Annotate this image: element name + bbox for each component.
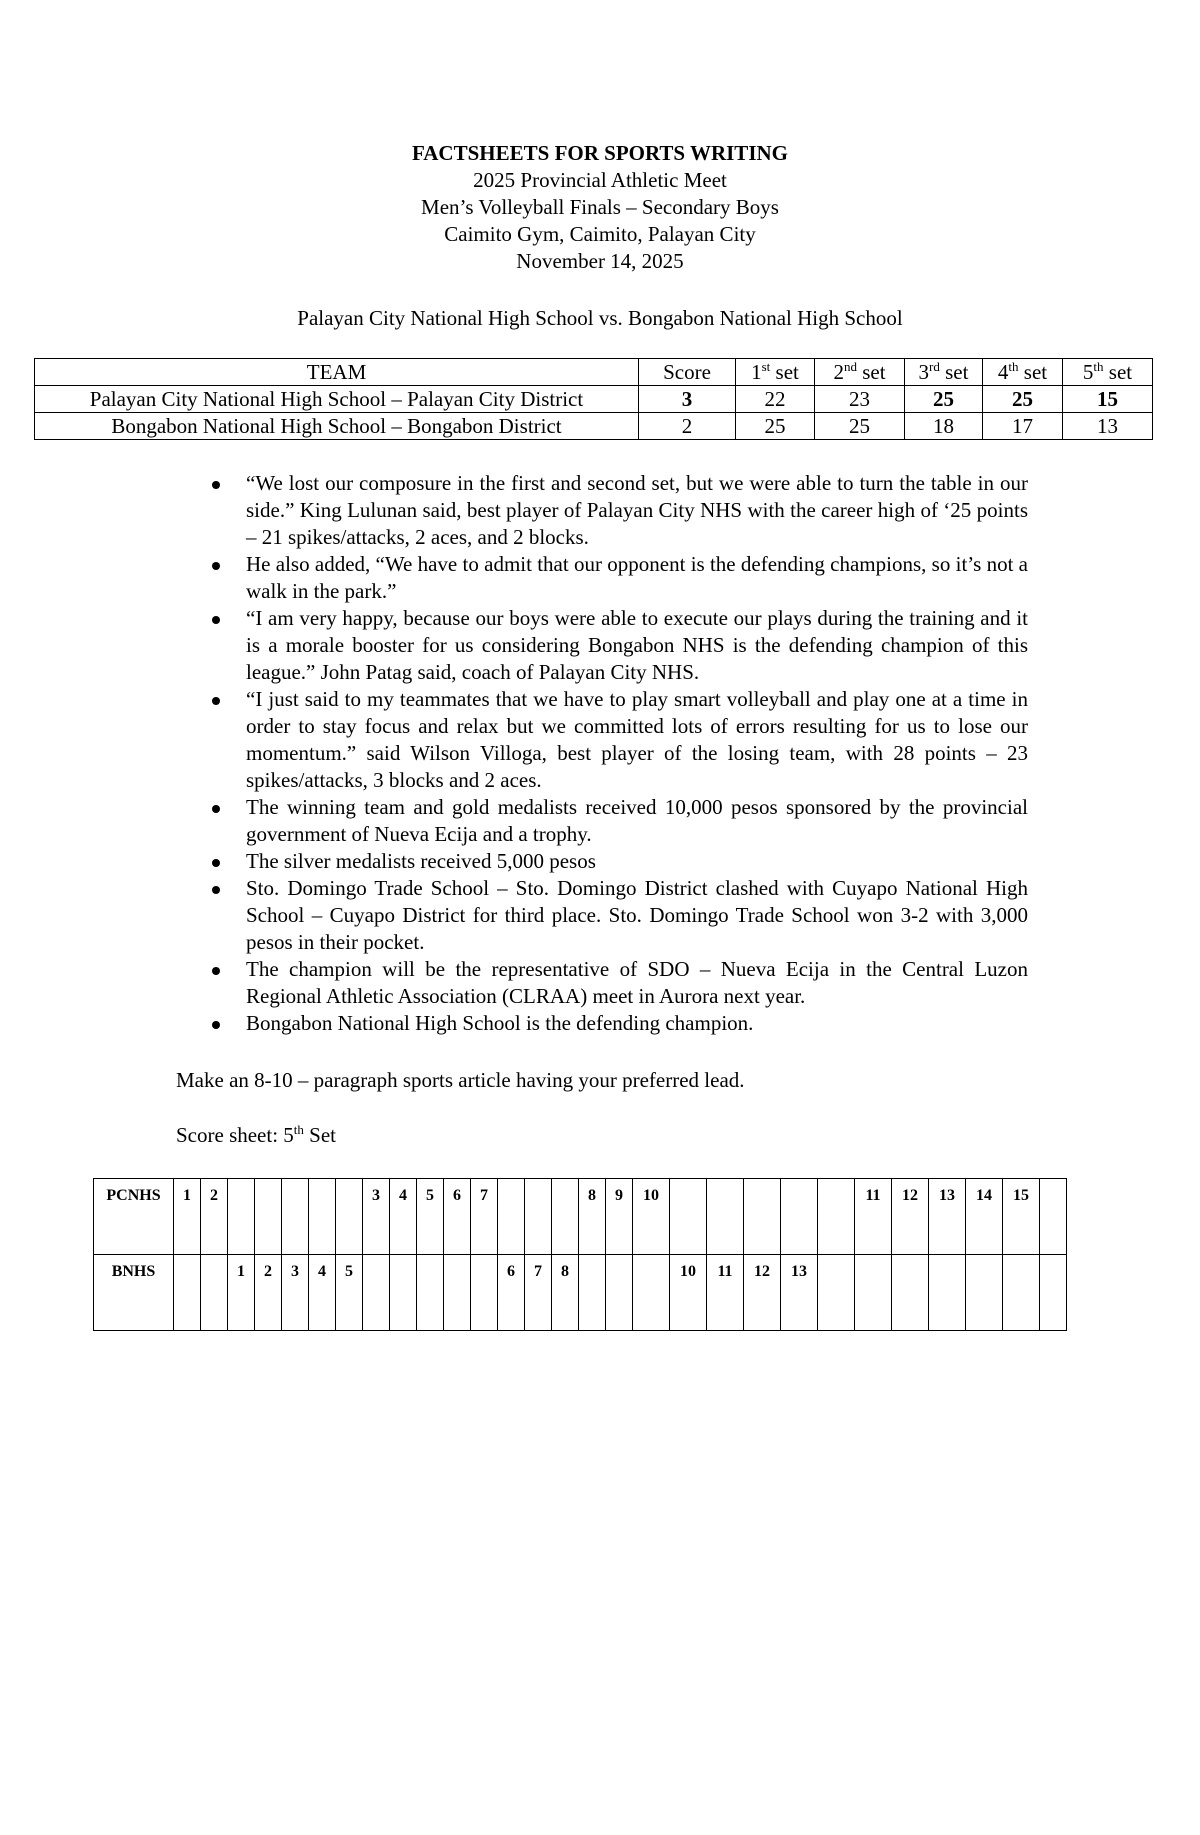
list-item: The champion will be the representative of SDO – Nueva Ecija in the Central Luzon Regional Athletic Association (CLRAA) meet in Aurora next year. — [212, 956, 1028, 1010]
bullet-icon — [212, 886, 220, 894]
bullet-icon — [212, 616, 220, 624]
scoresheet-cell — [255, 1179, 282, 1255]
set-score: 25 — [983, 386, 1063, 413]
scoresheet-cell — [781, 1179, 818, 1255]
scoresheet-cell: 12 — [744, 1255, 781, 1331]
set-score: 17 — [983, 413, 1063, 440]
scoresheet-cell: 8 — [579, 1179, 606, 1255]
scoresheet-cell — [309, 1179, 336, 1255]
bullet-icon — [212, 481, 220, 489]
bullet-icon — [212, 859, 220, 867]
list-item: Bongabon National High School is the defending champion. — [212, 1010, 1028, 1037]
event-name: 2025 Provincial Athletic Meet — [473, 168, 727, 192]
scoresheet-cell: 11 — [707, 1255, 744, 1331]
scoresheet-cell — [1040, 1179, 1067, 1255]
scoresheet-cell: 13 — [929, 1179, 966, 1255]
event-category: Men’s Volleyball Finals – Secondary Boys — [421, 195, 779, 219]
list-item: “I am very happy, because our boys were able to execute our plays during the training and it is a morale booster for us considering Bongabon NHS is the defending champion of this league.” John Patag said, coach of Palayan City NHS. — [212, 605, 1028, 686]
factsheet-header — [0, 140, 1200, 275]
scoresheet-cell: 7 — [525, 1255, 552, 1331]
scoresheet-team-label: PCNHS — [94, 1179, 174, 1255]
scoresheet-cell — [363, 1255, 390, 1331]
results-table — [34, 358, 1153, 440]
results-row-bongabon — [35, 413, 1153, 440]
team-name: Palayan City National High School – Palayan City District — [35, 386, 639, 413]
scoresheet-cell — [818, 1179, 855, 1255]
set-score: 25 — [905, 386, 983, 413]
team-column-header: TEAM — [35, 359, 639, 386]
scoresheet-cell — [282, 1179, 309, 1255]
scoresheet-cell — [966, 1255, 1003, 1331]
scoresheet-cell: 4 — [390, 1179, 417, 1255]
scoresheet-cell: 1 — [228, 1255, 255, 1331]
scoresheet-cell — [579, 1255, 606, 1331]
set-4-header: 4th set — [983, 359, 1063, 386]
set-3-header: 3rd set — [905, 359, 983, 386]
set-1-header: 1st set — [736, 359, 815, 386]
scoresheet-cell — [471, 1255, 498, 1331]
scoresheet-cell: 15 — [1003, 1179, 1040, 1255]
matchup-line: Palayan City National High School vs. Bongabon National High School — [297, 306, 903, 330]
scoresheet-cell: 6 — [498, 1255, 525, 1331]
scoresheet-cell — [892, 1255, 929, 1331]
scoresheet-cell — [818, 1255, 855, 1331]
scoresheet-cell: 10 — [670, 1255, 707, 1331]
event-venue: Caimito Gym, Caimito, Palayan City — [444, 222, 756, 246]
results-row-palayan — [35, 386, 1153, 413]
set-score: 25 — [736, 413, 815, 440]
match-score: 3 — [639, 386, 736, 413]
scoresheet-cell: 10 — [633, 1179, 670, 1255]
scoresheet-cell: 5 — [336, 1255, 363, 1331]
scoresheet-cell — [444, 1255, 471, 1331]
team-name: Bongabon National High School – Bongabon District — [35, 413, 639, 440]
bullet-icon — [212, 805, 220, 813]
list-item: The winning team and gold medalists received 10,000 pesos sponsored by the provincial government of Nueva Ecija and a trophy. — [212, 794, 1028, 848]
scoresheet-cell — [525, 1179, 552, 1255]
scoresheet-cell — [336, 1179, 363, 1255]
set-score: 15 — [1063, 386, 1153, 413]
scoresheet-cell: 12 — [892, 1179, 929, 1255]
scoresheet-cell: 7 — [471, 1179, 498, 1255]
list-item: “I just said to my teammates that we have to play smart volleyball and play one at a time in order to stay focus and relax but we committed lots of errors resulting for us to lose our momentum.” said Wilson Villoga, best player of the losing team, with 28 points – 23 spikes/attacks, 3 blocks and 2 aces. — [212, 686, 1028, 794]
bullet-icon — [212, 562, 220, 570]
set-score: 18 — [905, 413, 983, 440]
set-score: 25 — [815, 413, 905, 440]
list-item: “We lost our composure in the first and second set, but we were able to turn the table in our side.” King Lulunan said, best player of Palayan City NHS with the career high of ‘25 points – 21 spikes/attacks, 2 aces, and 2 blocks. — [212, 470, 1028, 551]
scoresheet-cell — [1003, 1255, 1040, 1331]
scoresheet-cell — [855, 1255, 892, 1331]
scoresheet-cell: 1 — [174, 1179, 201, 1255]
set-score: 22 — [736, 386, 815, 413]
scoresheet-cell: 4 — [309, 1255, 336, 1331]
scoresheet-cell: 13 — [781, 1255, 818, 1331]
scoresheet-cell — [633, 1255, 670, 1331]
bullet-icon — [212, 967, 220, 975]
scoresheet-cell — [707, 1179, 744, 1255]
scoresheet-cell: 14 — [966, 1179, 1003, 1255]
results-header-row — [35, 359, 1153, 386]
scoresheet-cell — [744, 1179, 781, 1255]
scoresheet-cell: 5 — [417, 1179, 444, 1255]
set-score: 23 — [815, 386, 905, 413]
list-item: Sto. Domingo Trade School – Sto. Domingo District clashed with Cuyapo National High School – Cuyapo District for third place. Sto. Domingo Trade School won 3-2 with 3,000 pesos in their pocket. — [212, 875, 1028, 956]
document-title: FACTSHEETS FOR SPORTS WRITING — [412, 141, 788, 165]
scoresheet-cell — [498, 1179, 525, 1255]
set-2-header: 2nd set — [815, 359, 905, 386]
scoresheet-cell — [670, 1179, 707, 1255]
scoresheet-row-bnhs — [94, 1255, 1067, 1331]
set-score: 13 — [1063, 413, 1153, 440]
match-score: 2 — [639, 413, 736, 440]
list-item: He also added, “We have to admit that our opponent is the defending champions, so it’s not a walk in the park.” — [212, 551, 1028, 605]
list-item: The silver medalists received 5,000 pesos — [212, 848, 1028, 875]
scoresheet-cell — [552, 1179, 579, 1255]
scoresheet-cell — [201, 1255, 228, 1331]
scoresheet-cell: 3 — [363, 1179, 390, 1255]
score-column-header: Score — [639, 359, 736, 386]
scoresheet-cell — [606, 1255, 633, 1331]
scoresheet-cell: 2 — [201, 1179, 228, 1255]
bullet-icon — [212, 697, 220, 705]
writing-instruction: Make an 8-10 – paragraph sports article having your preferred lead. — [176, 1068, 745, 1092]
scoresheet-cell — [1040, 1255, 1067, 1331]
scoresheet-row-pcnhs — [94, 1179, 1067, 1255]
bullet-icon — [212, 1021, 220, 1029]
scoresheet-cell — [174, 1255, 201, 1331]
scoresheet-cell: 6 — [444, 1179, 471, 1255]
scoresheet-cell — [929, 1255, 966, 1331]
scoresheet-cell — [417, 1255, 444, 1331]
scoresheet-cell — [390, 1255, 417, 1331]
event-date: November 14, 2025 — [516, 249, 684, 273]
scoresheet-team-label: BNHS — [94, 1255, 174, 1331]
scoresheet-cell — [228, 1179, 255, 1255]
scoresheet-table — [93, 1178, 1067, 1331]
scoresheet-label: Score sheet: 5th Set — [176, 1122, 337, 1147]
scoresheet-cell: 3 — [282, 1255, 309, 1331]
scoresheet-cell: 11 — [855, 1179, 892, 1255]
scoresheet-cell: 8 — [552, 1255, 579, 1331]
scoresheet-cell: 2 — [255, 1255, 282, 1331]
set-5-header: 5th set — [1063, 359, 1153, 386]
fact-list — [212, 470, 1028, 1037]
scoresheet-cell: 9 — [606, 1179, 633, 1255]
